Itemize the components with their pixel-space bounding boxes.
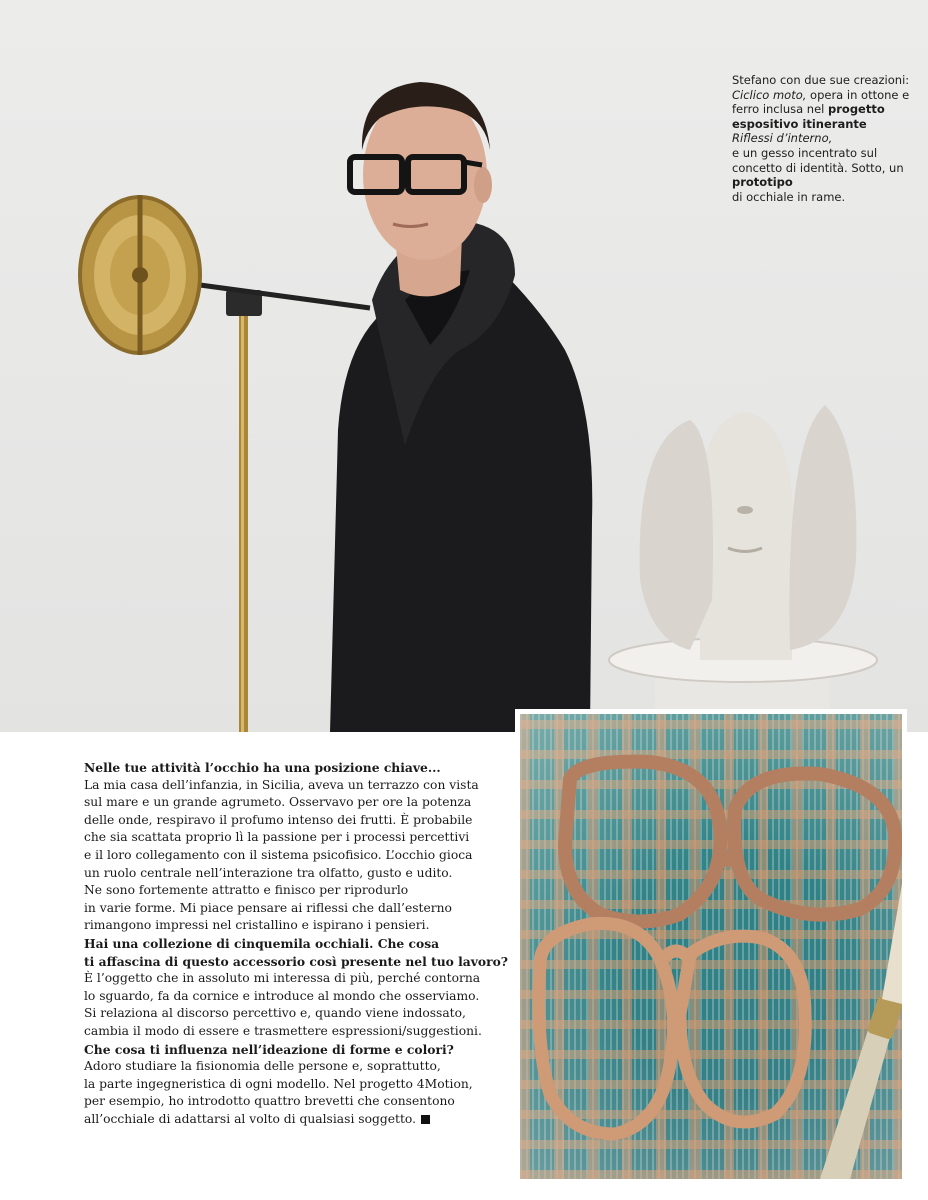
interview-final-sentence: all’occhiale di adattarsi al volto di qualsiasi soggetto.: [84, 1111, 416, 1126]
article-end-mark: [421, 1115, 430, 1124]
interview-answer-line: per esempio, ho introdotto quattro brevetti che consentono: [84, 1094, 455, 1109]
interview-answer-line: lo sguardo, fa da cornice e introduce al mondo che osserviamo.: [84, 988, 480, 1003]
interview-answer-line: un ruolo centrale nell’interazione tra olfatto, gusto e udito.: [84, 865, 453, 880]
interview-answer-line: cambia il modo di essere e trasmettere espressioni/suggestioni.: [84, 1023, 482, 1038]
interview-text: [84, 759, 509, 1128]
interview-answer-line: che sia scattata proprio lì la passione per i processi percettivi: [84, 830, 470, 845]
interview-answer-line-last: [84, 1111, 456, 1129]
caption-text: Stefano con due sue creazioni: Ciclico moto, opera in ottone e ferro inclusa nel progetto espositivo itinerante Riflessi d’interno, e un gesso incentrato sul concetto di identità. Sotto, un prototipo di occhiale in rame.: [732, 73, 910, 204]
copper-frame-back: [565, 762, 895, 922]
copper-frame-front: [539, 923, 806, 1134]
interview-answer-line: sul mare e un grande agrumeto. Osservavo per ore la potenza: [84, 795, 472, 810]
interview-answer-line: È l’oggetto che in assoluto mi interessa di più, perché contorna: [84, 971, 481, 986]
caption-project-name: progetto espositivo itinerante: [732, 102, 885, 131]
interview-question: Nelle tue attività l’occhio ha una posizione chiave...: [84, 760, 441, 775]
caption-prototype-label: prototipo: [732, 175, 793, 190]
tool-handle: [820, 884, 902, 1179]
interview-answer-line: La mia casa dell’infanzia, in Sicilia, aveva un terrazzo con vista: [84, 777, 479, 792]
photo-caption: [732, 73, 912, 204]
interview-answer-line: delle onde, respiravo il profumo intenso dei frutti. È probabile: [84, 812, 473, 827]
caption-project-title: Riflessi d’interno,: [732, 131, 833, 146]
interview-question: Che cosa ti influenza nell’ideazione di forme e colori?: [84, 1041, 454, 1057]
interview-answer-line: e il loro collegamento con il sistema psicofisico. L’occhio gioca: [84, 847, 473, 862]
interview-answer-line: in varie forme. Mi piace pensare ai riflessi che dall’esterno: [84, 900, 452, 915]
interview-answer-line: Adoro studiare la fisionomia delle persone e, soprattutto,: [84, 1059, 441, 1074]
plaster-sculpture: [609, 405, 877, 732]
interview-answer-line: Si relaziona al discorso percettivo e, quando viene indossato,: [84, 1006, 466, 1021]
inset-photo-frame: [515, 709, 907, 1184]
interview-question: ti affascina di questo accessorio così presente nel tuo lavoro?: [84, 953, 509, 969]
brass-sculpture: [80, 195, 370, 732]
interview-question: Hai una collezione di cinquemila occhiali. Che cosa: [84, 935, 440, 951]
copper-glasses-photo: [520, 714, 902, 1179]
caption-artwork-title: Ciclico moto,: [732, 87, 807, 102]
copper-glasses-illustration: [520, 714, 902, 1179]
interview-answer-line: la parte ingegneristica di ogni modello. Nel progetto 4Motion,: [84, 1076, 473, 1091]
interview-answer-line: rimangono impressi nel cristallino e ispirano i pensieri.: [84, 918, 430, 933]
interview-answer-line: Ne sono fortemente attratto e finisco per riprodurlo: [84, 883, 409, 898]
portrait-subject: [330, 82, 592, 732]
